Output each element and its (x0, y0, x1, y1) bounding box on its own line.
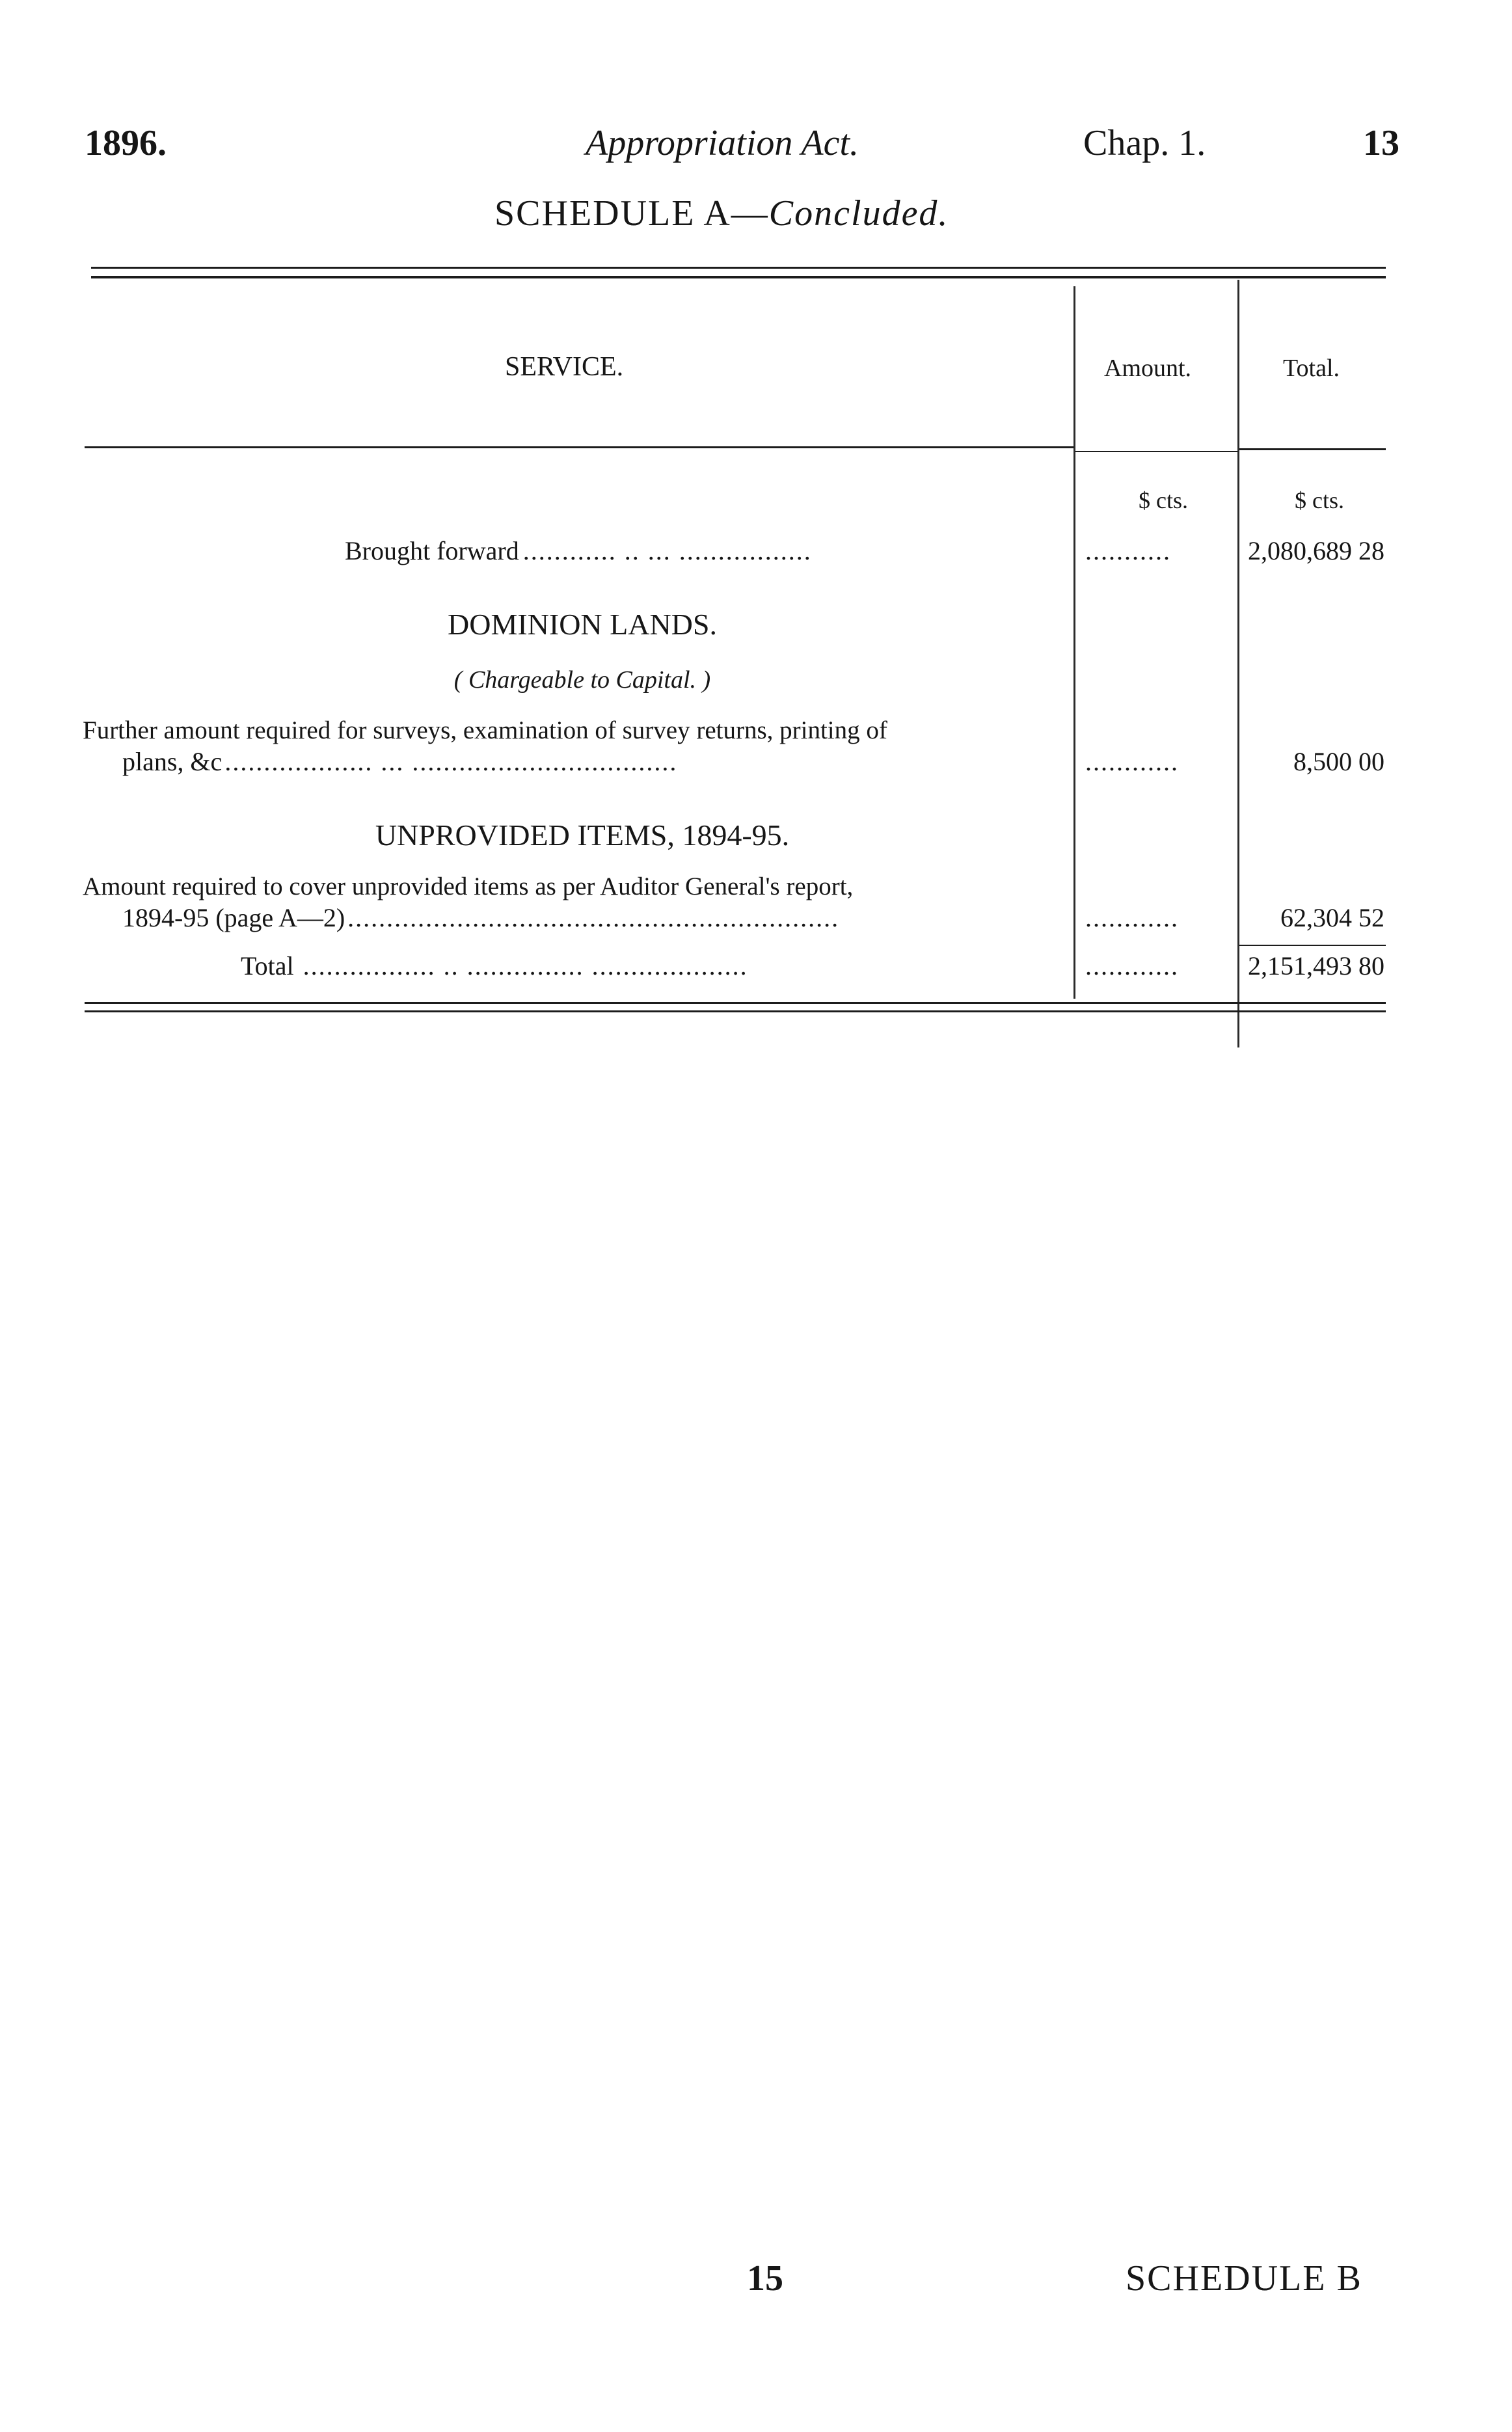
total-units: $ cts. (1295, 487, 1344, 513)
page-number-bottom: 15 (747, 2258, 783, 2299)
brought-forward-amount-leader: ........... (1085, 536, 1171, 565)
header-rule-total (1239, 448, 1386, 450)
total-row (241, 951, 1067, 981)
unprovided-items-description-line2 (122, 903, 1059, 933)
brought-forward-total: 2,080,689 28 (1248, 536, 1384, 565)
unprovided-items-leader: ............................................................... (347, 903, 840, 932)
grand-total: 2,151,493 80 (1248, 951, 1384, 980)
schedule-title-italic: Concluded. (768, 193, 949, 234)
header-rule-service (85, 446, 1073, 448)
header-service: SERVICE. (505, 352, 624, 382)
dominion-lands-line2-text: plans, &c (122, 747, 223, 776)
act-title: Appropriation Act. (586, 123, 859, 163)
dominion-lands-subheading: ( Chargeable to Capital. ) (453, 666, 711, 694)
schedule-title (494, 193, 949, 234)
unprovided-items-heading: UNPROVIDED ITEMS, 1894-95. (375, 818, 790, 852)
table-top-rule (91, 267, 1386, 269)
brought-forward-leader: ............ .. ... ................. (522, 536, 812, 565)
dominion-lands-description-line2 (122, 747, 1059, 777)
total-column-sum-rule (1239, 945, 1386, 946)
dominion-lands-description-line1: Further amount required for surveys, examination of survey returns, printing of (83, 716, 887, 744)
total-label: Total (241, 951, 294, 980)
column-divider-total (1237, 280, 1239, 1047)
dominion-lands-leader: ................... ... .................................. (224, 747, 678, 776)
header-amount: Amount. (1104, 355, 1192, 382)
amount-units: $ cts. (1139, 487, 1188, 513)
table-bottom-rule (85, 1002, 1386, 1004)
brought-forward-label: Brought forward (345, 536, 519, 565)
table-top-rule-inner (91, 276, 1386, 278)
unprovided-items-total: 62,304 52 (1280, 903, 1384, 932)
page-number-top: 13 (1363, 123, 1399, 163)
header-rule-amount (1075, 451, 1237, 452)
year: 1896. (85, 123, 167, 163)
column-divider-amount (1073, 286, 1075, 999)
dominion-lands-heading: DOMINION LANDS. (448, 608, 717, 641)
header-total: Total. (1283, 355, 1340, 382)
dominion-lands-total: 8,500 00 (1293, 747, 1384, 776)
total-amount-leader: ............ (1085, 951, 1179, 980)
unprovided-items-description-line1: Amount required to cover unprovided items as per Auditor General's report, (83, 872, 854, 900)
chapter: Chap. 1. (1083, 123, 1206, 163)
unprovided-items-amount-leader: ............ (1085, 903, 1179, 932)
catchword: SCHEDULE B (1126, 2258, 1362, 2299)
schedule-title-main: SCHEDULE A— (494, 193, 769, 234)
brought-forward-row (345, 536, 1067, 566)
dominion-lands-amount-leader: ............ (1085, 747, 1179, 776)
unprovided-items-line2-text: 1894-95 (page A—2) (122, 903, 345, 932)
table-bottom-rule-inner (85, 1010, 1386, 1012)
total-leader: ................. .. ............... .................... (303, 951, 748, 980)
